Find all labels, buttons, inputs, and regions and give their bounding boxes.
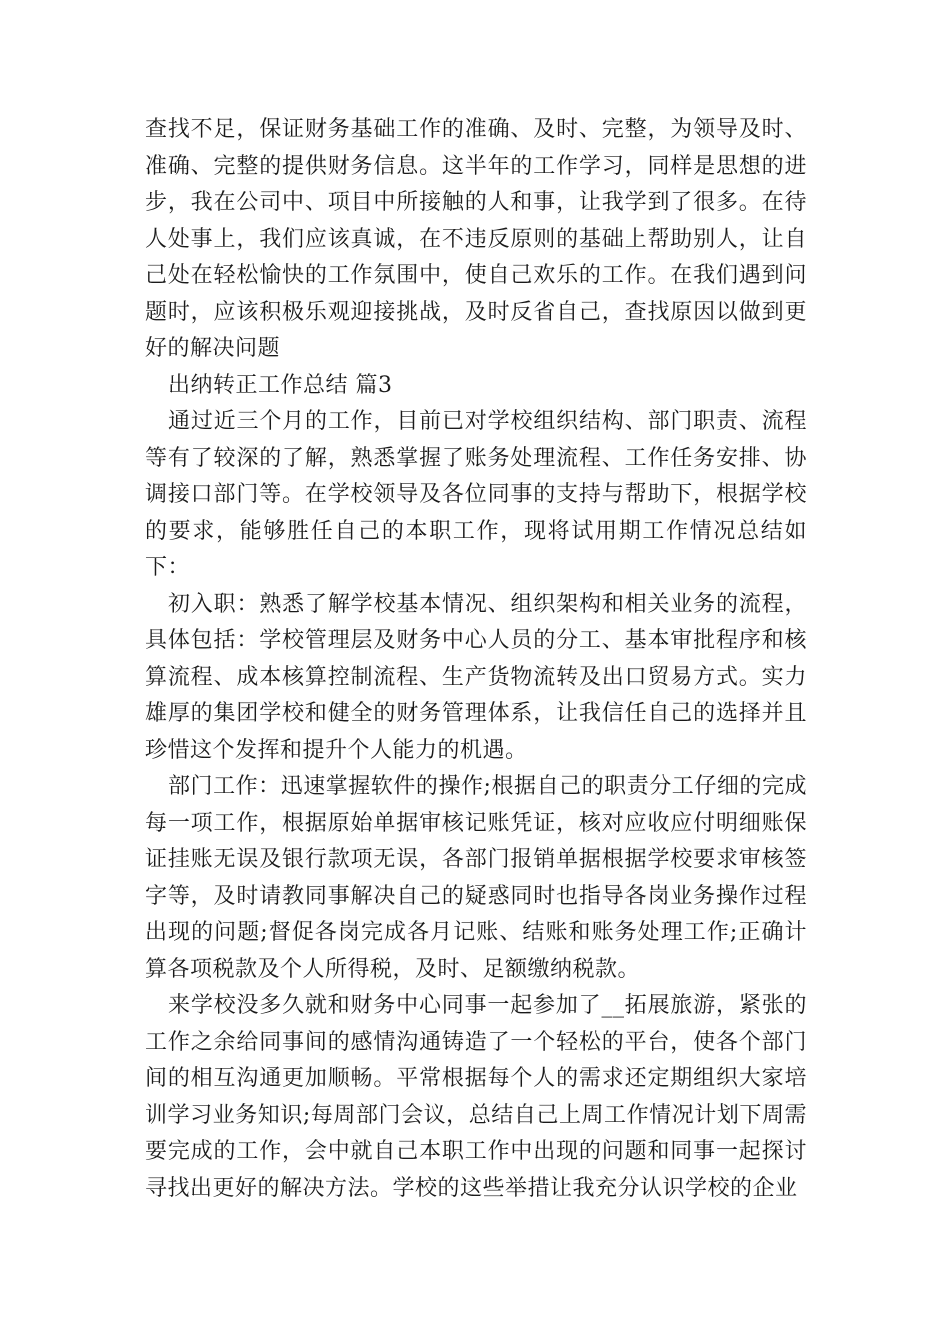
paragraph-2: 通过近三个月的工作，目前已对学校组织结构、部门职责、流程等有了较深的了解，熟悉掌握了账务处理流程、工作任务安排、协调接口部门等。在学校领导及各位同事的支持与帮助下，根据学校的要求，能够胜任自己的本职工作，现将试用期工作情况总结如下： [145,409,807,580]
paragraph-5: 来学校没多久就和财务中心同事一起参加了__拓展旅游，紧张的工作之余给同事间的感情沟通铸造了一个轻松的平台，使各个部门间的相互沟通更加顺畅。平常根据每个人的需求还定期组织大家培训学习业务知识;每周部门会议，总结自己上周工作情况计划下周需要完成的工作，会中就自己本职工作中出现的问题和同事一起探讨寻找出更好的解决方法。学校的这些举措让我充分认识学校的企业 [145,993,807,1201]
document-body [145,112,807,1207]
paragraph-4: 部门工作：迅速掌握软件的操作;根据自己的职责分工仔细的完成每一项工作，根据原始单据审核记账凭证，核对应收应付明细账保证挂账无误及银行款项无误，各部门报销单据根据学校要求审核签字等，及时请教同事解决自己的疑惑同时也指导各岗业务操作过程出现的问题;督促各岗完成各月记账、结账和账务处理工作;正确计算各项税款及个人所得税，及时、足额缴纳税款。 [145,774,807,982]
paragraph-3: 初入职：熟悉了解学校基本情况、组织架构和相关业务的流程，具体包括：学校管理层及财务中心人员的分工、基本审批程序和核算流程、成本核算控制流程、生产货物流转及出口贸易方式。实力雄厚的集团学校和健全的财务管理体系，让我信任自己的选择并且珍惜这个发挥和提升个人能力的机遇。 [145,591,807,763]
paragraph-1: 查找不足，保证财务基础工作的准确、及时、完整，为领导及时、准确、完整的提供财务信息。这半年的工作学习，同样是思想的进步，我在公司中、项目中所接触的人和事，让我学到了很多。在待人处事上，我们应该真诚，在不违反原则的基础上帮助别人，让自己处在轻松愉快的工作氛围中，使自己欢乐的工作。在我们遇到问题时，应该积极乐观迎接挑战，及时反省自己，查找原因以做到更好的解决问题 [145,117,807,361]
section-heading: 出纳转正工作总结 篇3 [168,372,393,398]
